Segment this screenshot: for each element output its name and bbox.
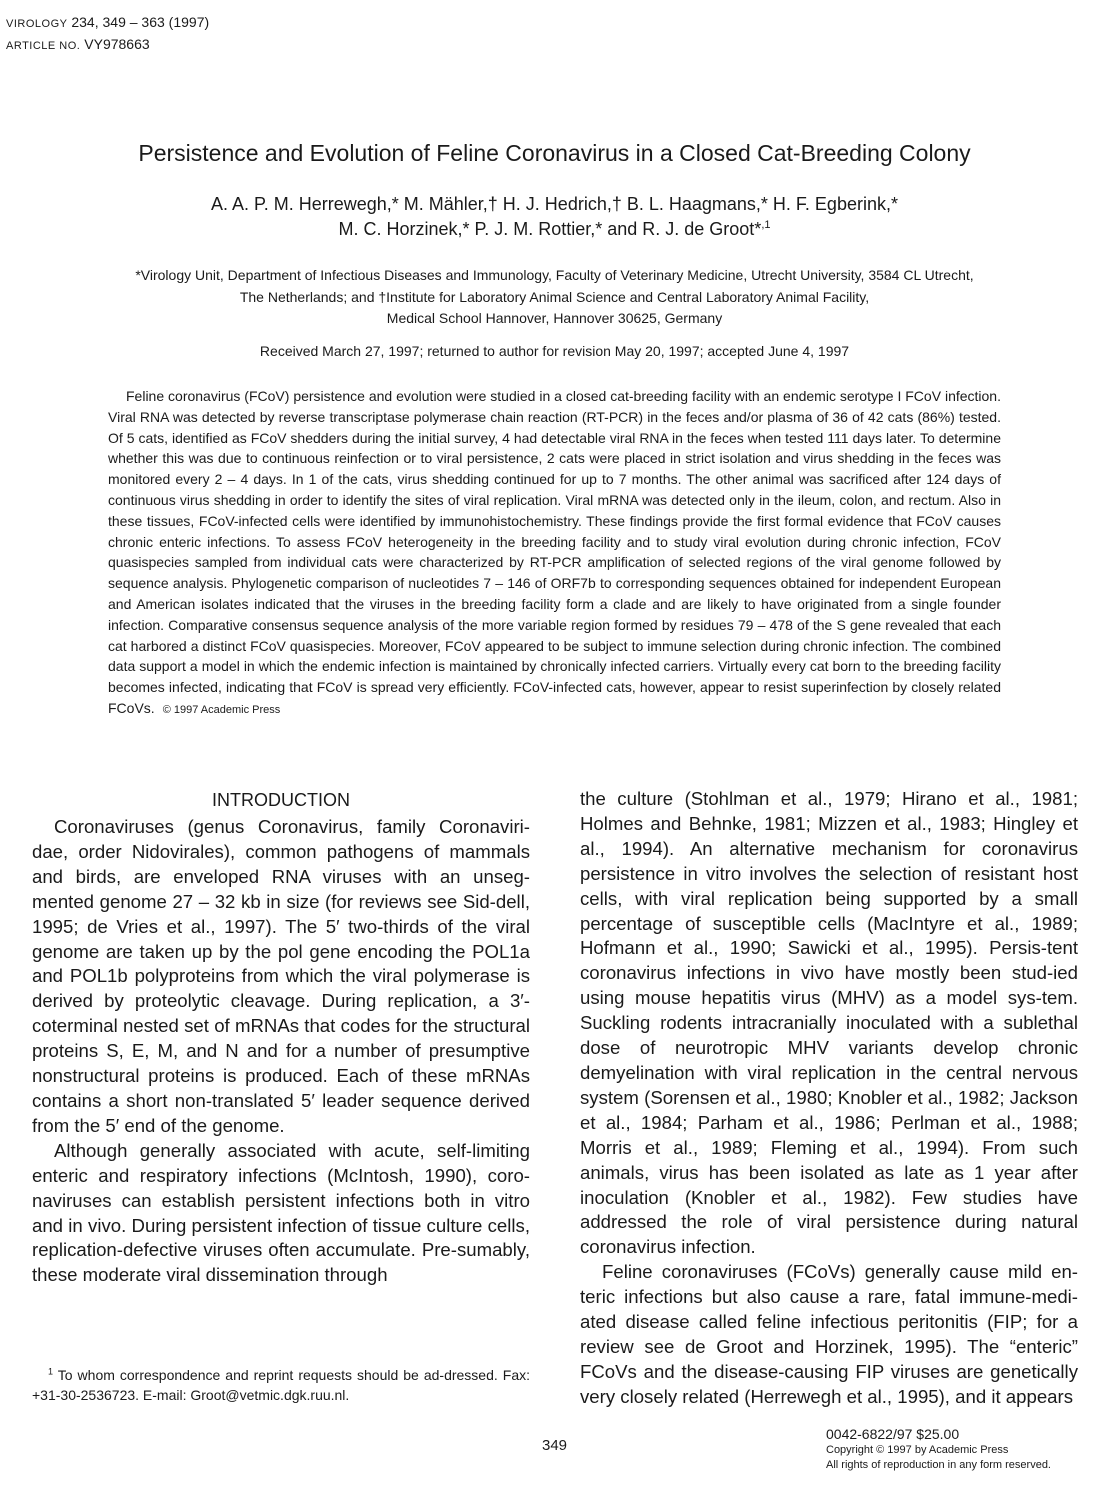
- author-line-2-sup: ,1: [761, 219, 771, 231]
- issn-code: 0042-6822/97 $25.00: [826, 1426, 960, 1442]
- intro-paragraph-2: Although generally associated with acute, self-limiting enteric and respiratory infections (McIntosh, 1990), coro-naviruses can establish persistent infections both in vitro and in vivo. During persistent infection of tissue culture cells, replication-defective viruses often accumulate. Pre-sumably, these moderate viral dissemination through: [32, 1139, 530, 1286]
- abstract-copyright: © 1997 Academic Press: [162, 703, 281, 716]
- author-line-1: A. A. P. M. Herrewegh,* M. Mähler,† H. J. Hedrich,† B. L. Haagmans,* H. F. Egberink,*: [211, 194, 898, 214]
- footnote-text: To whom correspondence and reprint requests should be ad-dressed. Fax: +31-30-2536723. E-mail: Groot@vetmic.dgk.ruu.nl.: [32, 1367, 530, 1403]
- affiliation-line-3: Medical School Hannover, Hannover 30625, Germany: [386, 310, 723, 326]
- affiliation-line-2: The Netherlands; and †Institute for Laboratory Animal Science and Central Laboratory Animal Facility,: [239, 288, 870, 305]
- author-list: [0, 192, 1109, 242]
- author-line-2: [0, 217, 1109, 242]
- paper-title: Persistence and Evolution of Feline Coronavirus in a Closed Cat-Breeding Colony: [138, 140, 971, 166]
- issn-block: [826, 1426, 1051, 1473]
- article-label: ARTICLE NO.: [6, 40, 81, 52]
- section-heading-introduction: INTRODUCTION: [212, 790, 350, 810]
- affiliation-line-1: *Virology Unit, Department of Infectious Diseases and Immunology, Faculty of Veterinary Medicine, Utrecht University, 3584 CL Utrecht,: [135, 267, 974, 283]
- received-dates: Received March 27, 1997; returned to author for revision May 20, 1997; accepted June 4, 1997: [259, 343, 850, 359]
- article-number: VY978663: [84, 36, 150, 52]
- author-line-2-text: M. C. Horzinek,* P. J. M. Rottier,* and R. J. de Groot*: [338, 219, 762, 239]
- left-column: [32, 788, 530, 1288]
- journal-volume-line: [6, 12, 209, 34]
- journal-name: VIROLOGY: [6, 18, 68, 30]
- abstract: [108, 386, 1001, 721]
- affiliations: [40, 265, 1069, 330]
- right-paragraph-2: Feline coronaviruses (FCoVs) generally cause mild en-teric infections but also cause a rare, fatal immune-medi-ated disease called feline infectious peritonitis (FIP; for a review see de Groot and Horzinek, 1995). The “enteric” FCoVs and the disease-causing FIP viruses are genetically very closely related (Herrewegh et al., 1995), and it appears: [580, 1261, 1078, 1407]
- article-number-line: [6, 34, 209, 56]
- footnote: [32, 1365, 530, 1405]
- journal-citation: [6, 12, 209, 56]
- issn-copyright: Copyright © 1997 by Academic Press: [826, 1444, 1009, 1456]
- page-number: 349: [541, 1437, 568, 1454]
- right-column: [580, 787, 1078, 1410]
- abstract-text: Feline coronavirus (FCoV) persistence and evolution were studied in a closed cat-breeding facility with an endemic serotype I FCoV infection. Viral RNA was detected by reverse transcriptase polymerase chain reaction (RT-PCR) in the feces and/or plasma of 36 of 42 cats (86%) tested. Of 5 cats, identified as FCoV shedders during the initial survey, 4 had detectable viral RNA in the feces when tested 111 days later. To determine whether this was due to continuous reinfection or to viral persistence, 2 cats were placed in strict isolation and virus shedding in the feces was monitored every 2 – 4 days. In 1 of the cats, virus shedding continued for up to 7 months. The other animal was sacrificed after 124 days of continuous virus shedding in order to identify the sites of viral replication. Viral mRNA was detected only in the ileum, colon, and rectum. Also in these tissues, FCoV-infected cells were identified by immunohistochemistry. These findings provide the first formal evidence that FCoV causes chronic enteric infections. To assess FCoV heterogeneity in the breeding facility and to study viral evolution during chronic infection, FCoV quasispecies sampled from individual cats were characterized by RT-PCR amplification of selected regions of the viral genome followed by sequence analysis. Phylogenetic comparison of nucleotides 7 – 146 of ORF7b to corresponding sequences obtained for independent European and American isolates indicated that the viruses in the breeding facility form a clade and are likely to have originated from a single founder infection. Comparative consensus sequence analysis of the more variable region formed by residues 79 – 478 of the S gene revealed that each cat harbored a distinct FCoV quasispecies. Moreover, FCoV appeared to be subject to immune selection during chronic infection. The combined data support a model in which the endemic infection is maintained by chronically infected carriers. Virtually every cat born to the breeding facility becomes infected, indicating that FCoV is spread very efficiently. FCoV-infected cats, however, appear to resist superinfection by closely related FCoVs.: [108, 388, 1001, 716]
- journal-volume-pages: 234, 349 – 363 (1997): [71, 14, 210, 30]
- footnote-marker: 1: [48, 1366, 54, 1377]
- intro-paragraph-1: Coronaviruses (genus Coronavirus, family Coronaviri-dae, order Nidovirales), common pathogens of mammals and birds, are enveloped RNA viruses with an unseg-mented genome 27 – 32 kb in size (for reviews see Sid-dell, 1995; de Vries et al., 1997). The 5′ two-thirds of the viral genome are taken up by the pol gene encoding the POL1a and POL1b polyproteins from which the viral polymerase is derived by proteolytic cleavage. During replication, a 3′-coterminal nested set of mRNAs that codes for the structural proteins S, E, M, and N and for a number of presumptive nonstructural proteins is produced. Each of these mRNAs contains a short non-translated 5′ leader sequence derived from the 5′ end of the genome.: [32, 816, 530, 1136]
- right-paragraph-1: the culture (Stohlman et al., 1979; Hirano et al., 1981; Holmes and Behnke, 1981; Mizzen et al., 1983; Hingley et al., 1994). An alternative mechanism for coronavirus persistence in vitro involves the selection of resistant host cells, with viral replication being supported by a small percentage of susceptible cells (MacIntyre et al., 1989; Hofmann et al., 1990; Sawicki et al., 1995). Persis-tent coronavirus infections in vivo have mostly been stud-ied using mouse hepatitis virus (MHV) as a model sys-tem. Suckling rodents intracranially inoculated with a sublethal dose of neurotropic MHV variants develop chronic demyelination with viral replication in the central nervous system (Sorensen et al., 1980; Knobler et al., 1982; Jackson et al., 1984; Parham et al., 1986; Perlman et al., 1988; Morris et al., 1989; Fleming et al., 1994). From such animals, virus has been isolated as late as 1 year after inoculation (Knobler et al., 1982). Few studies have addressed the role of viral persistence during natural coronavirus infection.: [580, 788, 1078, 1258]
- issn-rights: All rights of reproduction in any form reserved.: [826, 1459, 1051, 1471]
